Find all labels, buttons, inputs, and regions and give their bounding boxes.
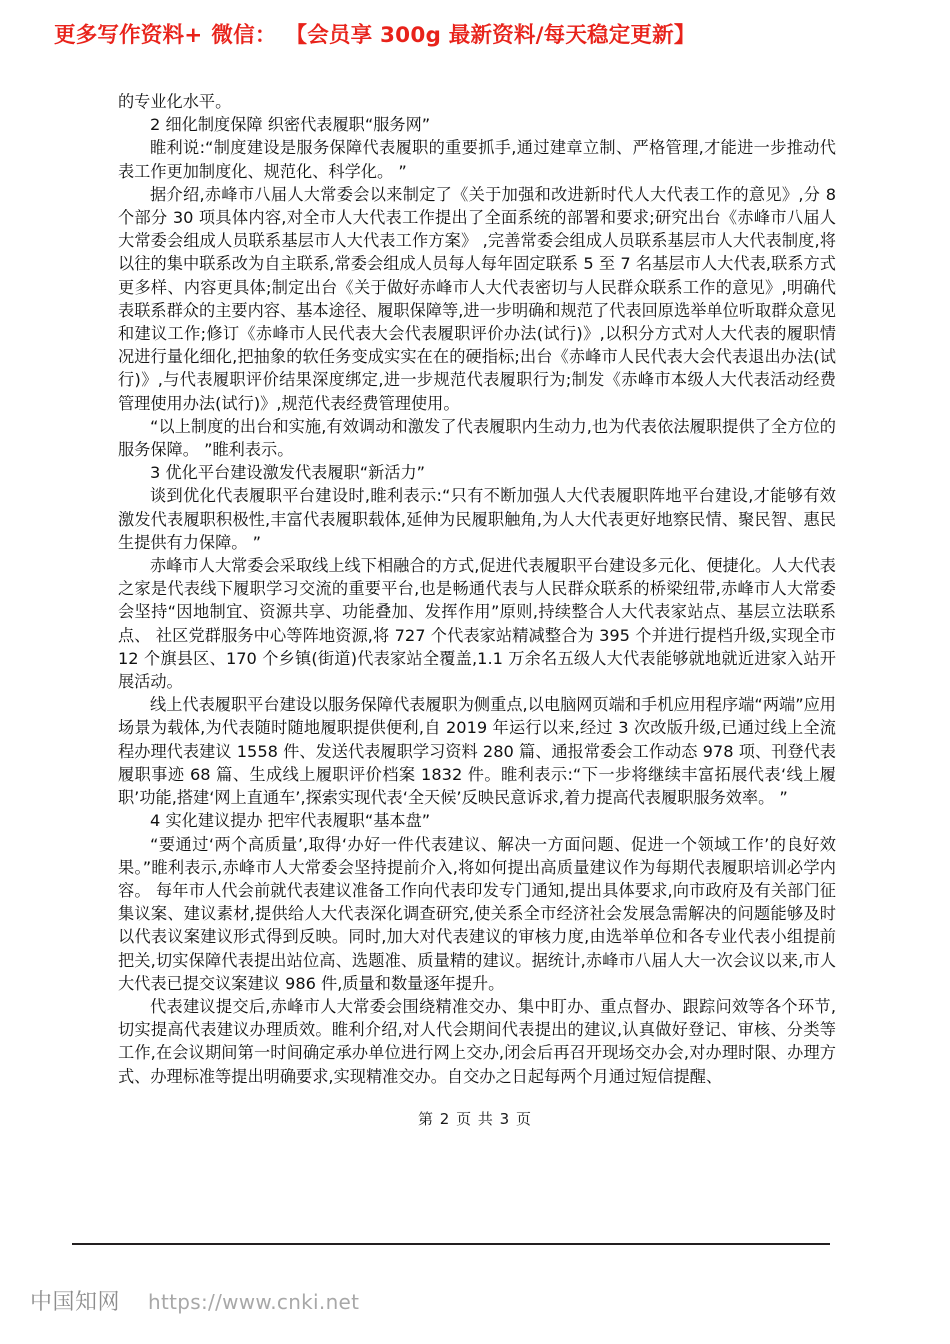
promo-banner-part1: 更多写作资料+: [54, 22, 203, 48]
promo-banner-part2: 微信：: [211, 22, 277, 48]
cnki-watermark: [30, 1285, 359, 1315]
paragraph-continuation: 的专业化水平。: [118, 92, 232, 111]
paragraph-offline-platform: 赤峰市人大常委会采取线上线下相融合的方式,促进代表履职平台建设多元化、便捷化。人大代表之家是代表线下履职学习交流的重要平台,也是畅通代表与人民群众联系的桥梁纽带,赤峰市人大常委会坚持“因地制宜、资源共享、功能叠加、发挥作用”原则,持续整合人大代表家站点、基层立法联系点、 社区党群服务中心等阵地资源,将 727 个代表家站精减整合为 395 个并进行提档升级,实现全市 12 个旗县区、170 个乡镇(街道)代表家站全覆盖,1.1 万余名五级人大代表能够就地就近进家入站开展活动。: [118, 556, 836, 692]
footer-divider: [72, 1243, 830, 1245]
page-number: 第 2 页 共 3 页: [418, 1110, 532, 1128]
paragraph-platform-quote: 谈到优化代表履职平台建设时,睢利表示:“只有不断加强人大代表履职阵地平台建设,才能够有效激发代表履职积极性,丰富代表履职载体,延伸为民履职触角,为人大代表更好地察民情、聚民智、惠民生提供有力保障。 ”: [118, 486, 836, 552]
section-heading-4: 4 实化建议提办 把牢代表履职“基本盘”: [150, 811, 431, 831]
paragraph-suili-quote-1: 睢利说:“制度建设是服务保障代表履职的重要抓手,通过建章立制、严格管理,才能进一步推动代表工作更加制度化、规范化、科学化。 ”: [118, 138, 836, 181]
cnki-source-name: 中国知网: [30, 1290, 121, 1315]
paragraph-suili-quote-2: “以上制度的出台和实施,有效调动和激发了代表履职内生动力,也为代表依法履职提供了全方位的服务保障。 ”睢利表示。: [118, 416, 836, 460]
promo-banner: [54, 14, 914, 52]
promo-banner-part3: 【会员享 300g 最新资料/每天稳定更新】: [285, 22, 696, 48]
paragraph-institutions: 据介绍,赤峰市八届人大常委会以来制定了《关于加强和改进新时代人大代表工作的意见》,分 8 个部分 30 项具体内容,对全市人大代表工作提出了全面系统的部署和要求;研究出台《赤峰市八届人大常委会组成人员联系基层市人大代表工作方案》 ,完善常委会组成人员联系基层市人大代表制度,将以往的集中联系改为自主联系,常委会组成人员每人每年固定联系 5 至 7 名基层市人大代表,联系方式更多样、内容更具体;制定出台《关于做好赤峰市人大代表密切与人民群众联系工作的意见》,明确代表联系群众的主要内容、基本途径、履职保障等,进一步明确和规范了代表回原选举单位听取群众意见和建议工作;修订《赤峰市人民代表大会代表履职评价办法(试行)》,以积分方式对人大代表的履职情况进行量化细化,把抽象的软任务变成实实在在的硬指标;出台《赤峰市人民代表大会代表退出办法(试行)》,与代表履职评价结果深度绑定,进一步规范代表履职行为;制发《赤峰市本级人大代表活动经费管理使用办法(试行)》,规范代表经费管理使用。: [118, 184, 836, 413]
paragraph-online-platform: 线上代表履职平台建设以服务保障代表履职为侧重点,以电脑网页端和手机应用程序端“两端”应用场景为载体,为代表随时随地履职提供便利,自 2019 年运行以来,经过 3 次改版升级,已通过线上全流程办理代表建议 1558 件、发送代表履职学习资料 280 篇、通报常委会工作动态 978 项、刊登代表履职事迹 68 篇、生成线上履职评价档案 1832 件。睢利表示:“下一步将继续丰富拓展代表‘线上履职’功能,搭建‘网上直通车’,探索实现代表‘全天候’反映民意诉求,着力提高代表履职服务效率。 ”: [118, 695, 836, 808]
section-heading-3: 3 优化平台建设激发代表履职“新活力”: [150, 463, 426, 483]
section-heading-2: 2 细化制度保障 织密代表履职“服务网”: [150, 115, 431, 135]
document-body: [118, 90, 836, 1088]
paragraph-handling-process: 代表建议提交后,赤峰市人大常委会围绕精准交办、集中盯办、重点督办、跟踪问效等各个环节,切实提高代表建议办理质效。睢利介绍,对人代会期间代表提出的建议,认真做好登记、审核、分类等工作,在会议期间第一时间确定承办单位进行网上交办,闭会后再召开现场交办会,对办理时限、办理方式、办理标准等提出明确要求,实现精准交办。自交办之日起每两个月通过短信提醒、: [118, 996, 836, 1086]
cnki-url: https://www.cnki.net: [148, 1290, 360, 1314]
paragraph-suggestions-quality: “要通过‘两个高质量’,取得‘办好一件代表建议、解决一方面问题、促进一个领域工作’的良好效果。”睢利表示,赤峰市人大常委会坚持提前介入,将如何提出高质量建议作为每期代表履职培训必学内容。 每年市人代会前就代表建议准备工作向代表印发专门通知,提出具体要求,向市政府及有关部门征集议案、建议素材,提供给人大代表深化调查研究,使关系全市经济社会发展急需解决的问题能够及时以代表议案建议形式得到反映。同时,加大对代表建议的审核力度,由选举单位和各专业代表小组提前把关,切实保障代表提出站位高、选题准、质量精的建议。据统计,赤峰市八届人大一次会议以来,市人大代表已提交议案建议 986 件,质量和数量逐年提升。: [118, 834, 836, 993]
